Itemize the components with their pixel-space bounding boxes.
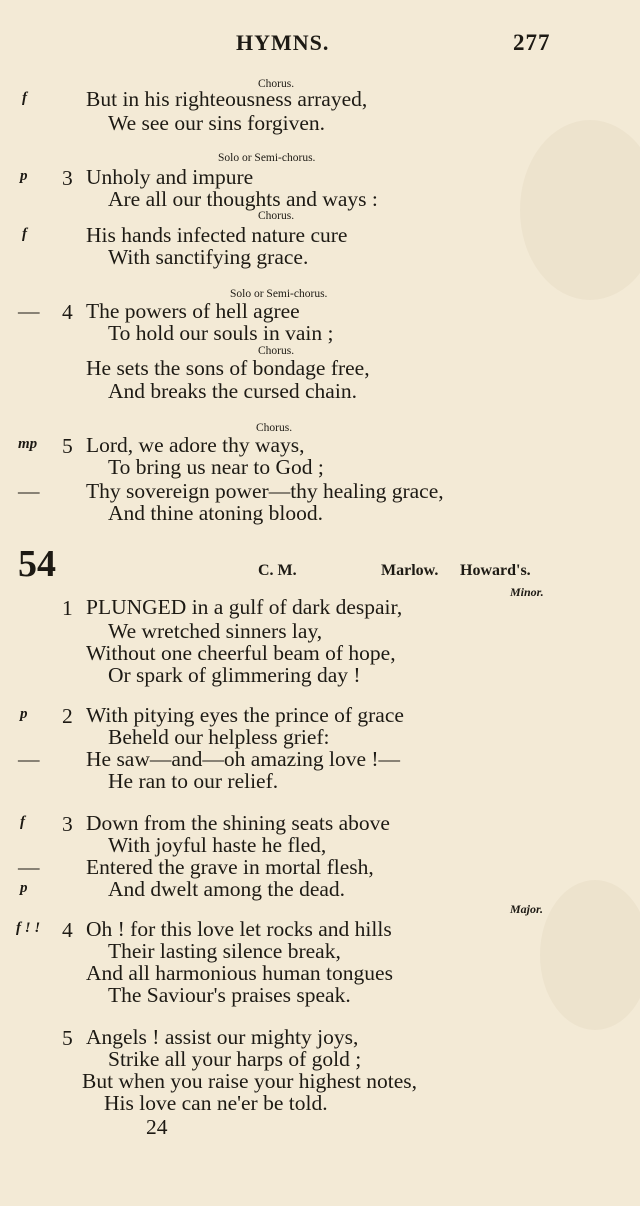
verse-line: And thine atoning blood. [108,501,323,525]
verse-line: Down from the shining seats above [86,811,390,835]
stanza-number: 4 [62,300,73,324]
chorus-label: Chorus. [258,345,295,357]
verse-line: Without one cheerful beam of hope, [86,641,396,665]
dynamic-mark: f ! ! [16,920,41,936]
verse-line: Lord, we adore thy ways, [86,433,305,457]
tune-name: Howard's. [460,562,531,579]
paper-stain [520,120,640,300]
verse-line: He sets the sons of bondage free, [86,356,370,380]
verse-line: Thy sovereign power—thy healing grace, [86,479,444,503]
verse-line: Their lasting silence break, [108,939,341,963]
verse-line: To hold our souls in vain ; [108,321,334,345]
verse-line: Strike all your harps of gold ; [108,1047,362,1071]
verse-line: He ran to our relief. [108,769,279,793]
verse-line: Entered the grave in mortal flesh, [86,855,374,879]
dynamic-mark: — [18,855,40,879]
verse-line: Or spark of glimmering day ! [108,663,361,687]
dynamic-mark: — [18,747,40,771]
running-head: HYMNS. [236,30,330,55]
dynamic-mark: f [20,814,25,830]
tune-name: Marlow. [381,562,439,579]
verse-line: The Saviour's praises speak. [108,983,351,1007]
verse-line: His love can ne'er be told. [104,1091,328,1115]
hymn-meter: C. M. [258,562,297,579]
dynamic-mark: f [22,90,27,106]
stanza-number: 5 [62,434,73,458]
verse-line: Beheld our helpless grief: [108,725,330,749]
verse-line: With pitying eyes the prince of grace [86,703,404,727]
dynamic-mark: p [20,168,28,184]
verse-line: With sanctifying grace. [108,245,309,269]
verse-line: Oh ! for this love let rocks and hills [86,917,392,941]
paper-stain [540,880,640,1030]
verse-line: To bring us near to God ; [108,455,324,479]
stanza-number: 3 [62,166,73,190]
signature-mark: 24 [146,1115,168,1139]
stanza-number: 5 [62,1026,73,1050]
chorus-label: Chorus. [258,210,295,222]
dynamic-mark: mp [18,436,38,452]
dynamic-mark: p [20,880,28,896]
verse-line: Are all our thoughts and ways : [108,187,378,211]
verse-line: PLUNGED in a gulf of dark despair, [86,595,403,619]
chorus-label: Chorus. [256,422,293,434]
verse-line: But in his righteousness arrayed, [86,87,368,111]
verse-line: But when you raise your highest notes, [82,1069,417,1093]
stanza-number: 1 [62,596,73,620]
verse-line: The powers of hell agree [86,299,300,323]
verse-line: We see our sins forgiven. [108,111,326,135]
dynamic-mark: f [22,226,27,242]
verse-line: He saw—and—oh amazing love !— [86,747,401,771]
chorus-label: Chorus. [258,78,295,90]
mode-note: Minor. [510,585,544,599]
verse-line: Angels ! assist our mighty joys, [86,1025,359,1049]
mode-note: Major. [510,902,544,916]
stanza-number: 4 [62,918,73,942]
dynamic-mark: — [18,299,40,323]
verse-line: We wretched sinners lay, [108,619,323,643]
verse-line: And dwelt among the dead. [108,877,346,901]
verse-line: And all harmonious human tongues [86,961,393,985]
verse-line: And breaks the cursed chain. [108,379,357,403]
solo-label: Solo or Semi-chorus. [218,152,316,164]
solo-label: Solo or Semi-chorus. [230,288,328,300]
dynamic-mark: p [20,706,28,722]
verse-line: His hands infected nature cure [86,223,348,247]
hymn-number: 54 [18,543,56,585]
stanza-number: 3 [62,812,73,836]
verse-line: Unholy and impure [86,165,254,189]
page-number: 277 [513,30,551,55]
dynamic-mark: — [18,479,40,503]
stanza-number: 2 [62,704,73,728]
verse-line: With joyful haste he fled, [108,833,327,857]
